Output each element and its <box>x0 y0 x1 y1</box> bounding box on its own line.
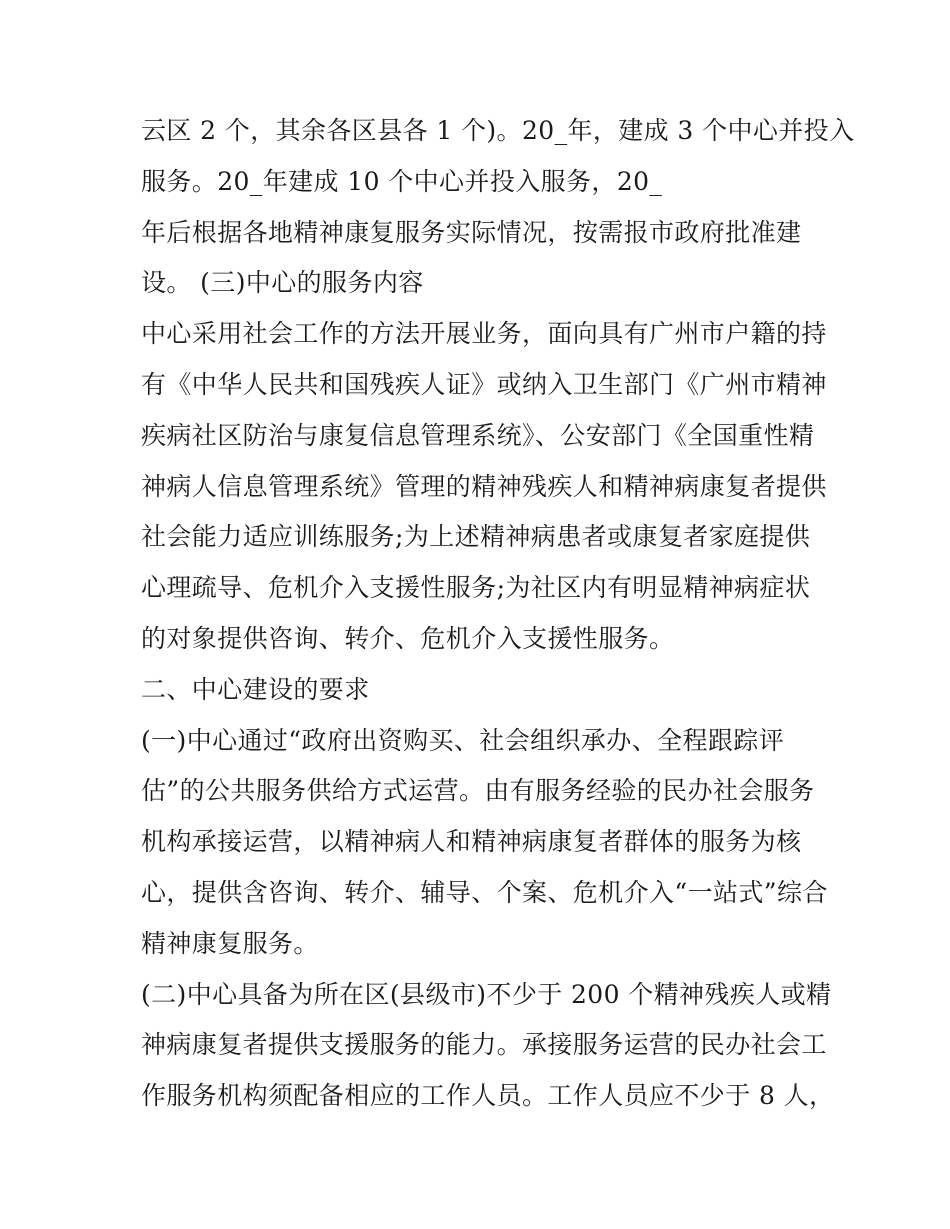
text-line: 云区 2 个，其余各区县各 1 个)。20_年，建成 3 个中心并投入 <box>141 116 855 145</box>
text-line: 机构承接运营，以精神病人和精神病康复者群体的服务为核 <box>141 827 802 857</box>
section-heading: 设。 (三)中心的服务内容 <box>141 268 424 298</box>
text-line: 神病人信息管理系统》管理的精神残疾人和精神病康复者提供 <box>141 471 827 501</box>
text-line: 有《中华人民共和国残疾人证》或纳入卫生部门《广州市精神 <box>141 369 827 399</box>
document-body <box>141 106 855 1122</box>
text-line: 的对象提供咨询、转介、危机介入支援性服务。 <box>141 623 675 653</box>
text-line: (二)中心具备为所在区(县级市)不少于 200 个精神残疾人或精 <box>141 979 832 1009</box>
text-line: 中心采用社会工作的方法开展业务，面向具有广州市户籍的持 <box>141 319 827 349</box>
text-line: 估”的公共服务供给方式运营。由有服务经验的民办社会服务 <box>141 776 815 806</box>
text-line: 社会能力适应训练服务;为上述精神病患者或康复者家庭提供 <box>141 522 811 552</box>
text-line: 心，提供含咨询、转介、辅导、个案、危机介入“一站式”综合 <box>141 877 828 907</box>
text-line: (一)中心通过“政府出资购买、社会组织承办、全程跟踪评 <box>141 725 785 755</box>
text-line: 年后根据各地精神康复服务实际情况，按需报市政府批准建 <box>141 217 802 247</box>
section-heading: 二、中心建设的要求 <box>141 674 370 704</box>
text-line: 心理疏导、危机介入支援性服务;为社区内有明显精神病症状 <box>141 573 811 603</box>
text-line: 神病康复者提供支援服务的能力。承接服务运营的民办社会工 <box>141 1030 827 1060</box>
text-line: 疾病社区防治与康复信息管理系统》、公安部门《全国重性精 <box>141 420 815 450</box>
text-line: 精神康复服务。 <box>141 928 319 958</box>
text-line: 服务。20_年建成 10 个中心并投入服务，20_ <box>141 166 663 196</box>
text-line: 作服务机构须配备相应的工作人员。工作人员应不少于 8 人， <box>141 1081 835 1111</box>
